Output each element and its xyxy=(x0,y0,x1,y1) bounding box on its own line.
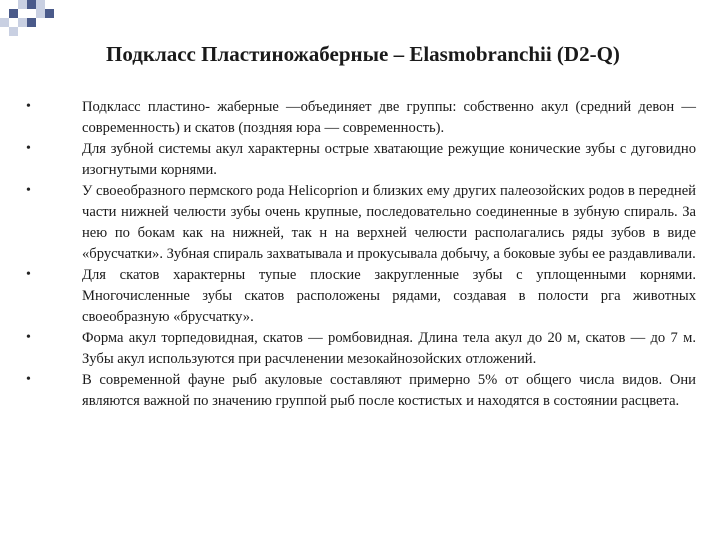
list-item xyxy=(26,139,696,181)
corner-square xyxy=(36,0,45,9)
corner-square xyxy=(9,9,18,18)
corner-square xyxy=(18,18,27,27)
bullet-text: Форма акул торпедовидная, скатов — ромбовидная. Длина тела акул до 20 м, скатов — до 7 м. Зубы акул используются при расчленении мезокайнозойских отложений. xyxy=(82,330,696,367)
list-item xyxy=(26,181,696,265)
corner-square xyxy=(0,18,9,27)
corner-square xyxy=(18,0,27,9)
bullet-text: Для скатов характерны тупые плоские закругленные зубы с уплощенными корнями. Многочисленные зубы скатов расположены рядами, создавая в полости рга животных своеобразную «брусчатку». xyxy=(82,267,696,325)
bullet-text: Подкласс пластино- жаберные —объединяет две группы: собственно акул (средний девон — современность) и скатов (поздняя юра — современность). xyxy=(82,99,696,136)
corner-square xyxy=(27,0,36,9)
bullet-text: В современной фауне рыб акуловые составляют примерно 5% от общего числа видов. Они являются важной по значению группой рыб после костистых и находятся в состоянии расцвета. xyxy=(82,372,696,409)
bullet-dot-icon: • xyxy=(26,99,31,114)
slide-title: Подкласс Пластиножаберные – Elasmobranchii (D2-Q) xyxy=(106,42,620,66)
bullet-dot-icon: • xyxy=(26,183,31,198)
corner-square xyxy=(45,9,54,18)
bullet-text: У своеобразного пермского рода Helicoprion и близких ему других палеозойских родов в передней части нижней челюсти зубы очень крупные, последовательно соединенные в зубную спираль. За нею по бокам как на нижней, так н на верхней челюсти располагались ряды зубов в виде «брусчатки». Зубная спираль захватывала и прокусывала добычу, а боковые зубы ее раздавливали. xyxy=(82,183,696,262)
bullet-text: Для зубной системы акул характерны острые хватающие режущие конические зубы с дуговидно изогнутыми корнями. xyxy=(82,141,696,178)
corner-square xyxy=(36,9,45,18)
bullet-list xyxy=(0,97,720,412)
bullet-dot-icon: • xyxy=(26,267,31,282)
list-item xyxy=(26,328,696,370)
corner-square xyxy=(9,27,18,36)
bullet-dot-icon: • xyxy=(26,330,31,345)
list-item xyxy=(26,97,696,139)
corner-decoration xyxy=(0,0,60,40)
list-item xyxy=(26,370,696,412)
bullet-dot-icon: • xyxy=(26,372,31,387)
list-item xyxy=(26,265,696,328)
bullet-dot-icon: • xyxy=(26,141,31,156)
corner-square xyxy=(27,18,36,27)
